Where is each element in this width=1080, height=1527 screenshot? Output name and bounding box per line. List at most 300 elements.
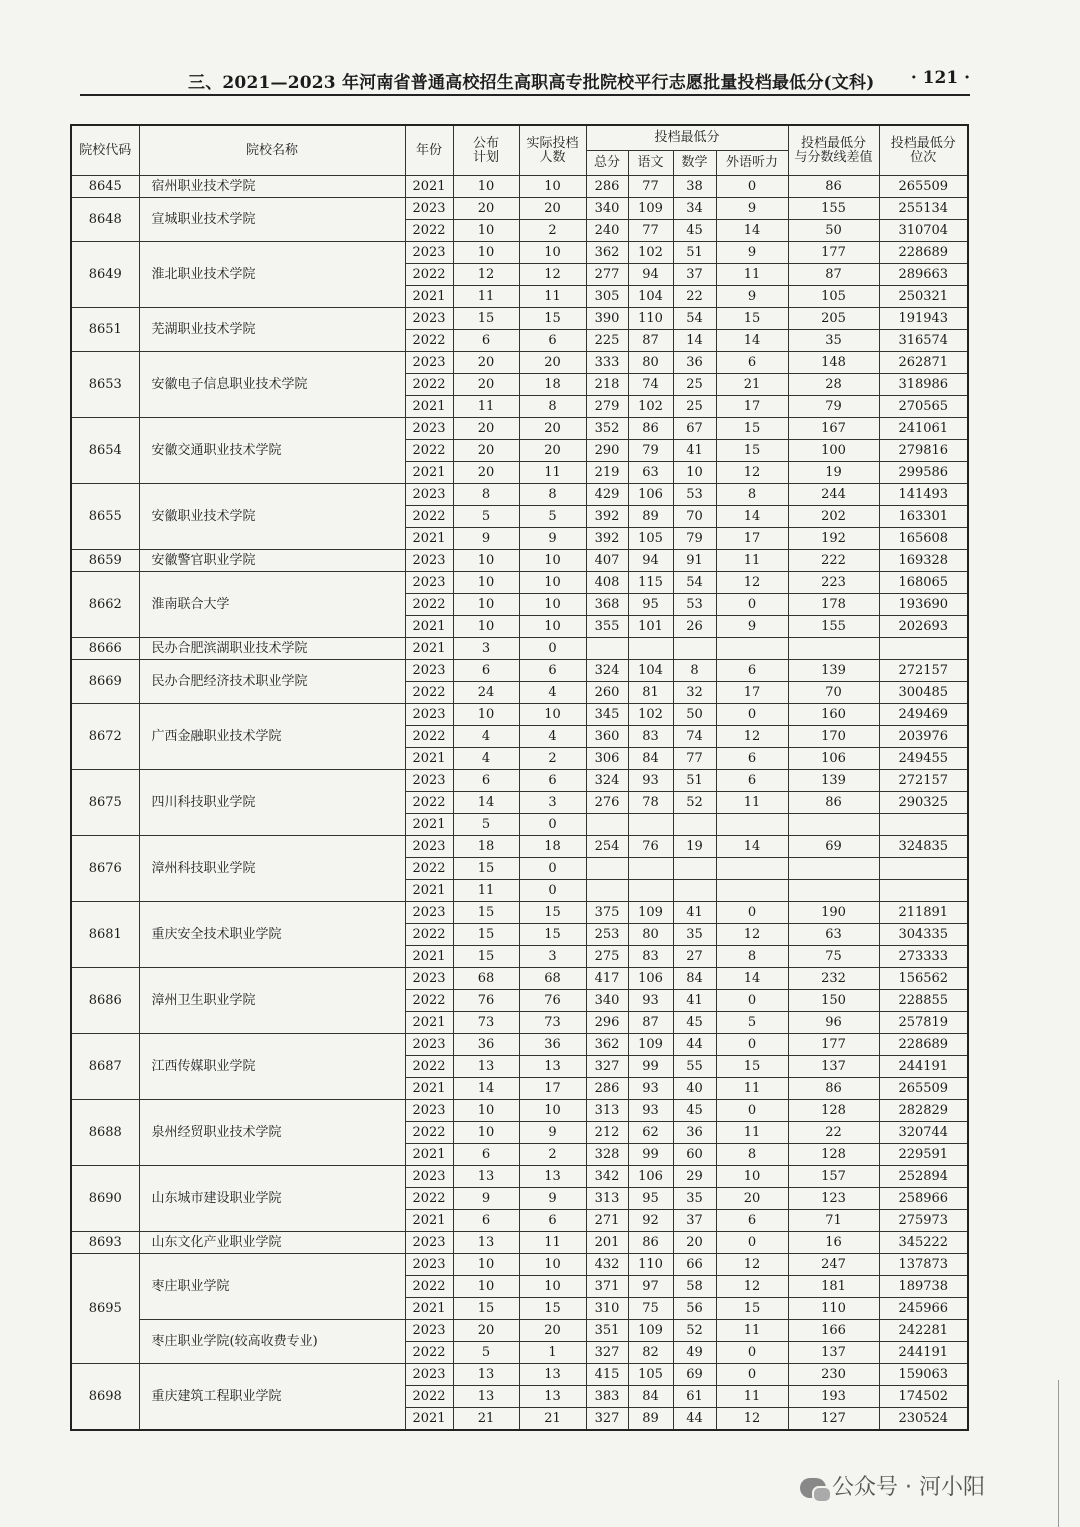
actual-cell: 20 xyxy=(519,440,586,462)
plan-cell: 6 xyxy=(453,770,519,792)
score-diff-cell: 50 xyxy=(788,220,879,242)
plan-cell: 8 xyxy=(453,484,519,506)
math-score-cell: 61 xyxy=(673,1386,716,1408)
math-score-cell: 40 xyxy=(673,1078,716,1100)
math-score-cell: 53 xyxy=(673,484,716,506)
actual-cell: 76 xyxy=(519,990,586,1012)
table-row xyxy=(71,1254,968,1276)
math-score-cell: 52 xyxy=(673,1320,716,1342)
table-row xyxy=(71,176,968,198)
year-cell: 2021 xyxy=(405,1144,453,1166)
score-diff-cell: 202 xyxy=(788,506,879,528)
plan-cell: 13 xyxy=(453,1056,519,1078)
school-code-cell: 8654 xyxy=(71,418,139,484)
total-score-cell: 328 xyxy=(586,1144,628,1166)
score-diff-cell xyxy=(788,638,879,660)
table-row xyxy=(71,352,968,374)
year-cell: 2022 xyxy=(405,506,453,528)
school-name-cell: 枣庄职业学院 xyxy=(139,1254,405,1320)
actual-cell: 18 xyxy=(519,836,586,858)
total-score-cell: 352 xyxy=(586,418,628,440)
school-code-cell: 8698 xyxy=(71,1364,139,1431)
year-cell: 2022 xyxy=(405,594,453,616)
school-name-cell: 江西传媒职业学院 xyxy=(139,1034,405,1100)
school-name-cell: 宿州职业技术学院 xyxy=(139,176,405,198)
col-plan-header xyxy=(453,125,519,176)
score-diff-cell: 178 xyxy=(788,594,879,616)
math-score-cell: 26 xyxy=(673,616,716,638)
table-body xyxy=(71,176,968,1431)
total-score-cell: 313 xyxy=(586,1100,628,1122)
total-score-cell: 277 xyxy=(586,264,628,286)
plan-cell: 15 xyxy=(453,308,519,330)
score-diff-cell: 123 xyxy=(788,1188,879,1210)
school-code-cell: 8659 xyxy=(71,550,139,572)
score-diff-cell: 96 xyxy=(788,1012,879,1034)
year-cell: 2023 xyxy=(405,1100,453,1122)
math-score-cell: 54 xyxy=(673,308,716,330)
score-diff-cell: 106 xyxy=(788,748,879,770)
actual-cell: 9 xyxy=(519,1122,586,1144)
total-score-cell: 327 xyxy=(586,1408,628,1431)
foreign-listening-cell xyxy=(716,638,788,660)
math-score-cell: 77 xyxy=(673,748,716,770)
chinese-score-cell: 63 xyxy=(628,462,673,484)
chinese-score-cell: 109 xyxy=(628,902,673,924)
year-cell: 2022 xyxy=(405,682,453,704)
total-score-cell: 276 xyxy=(586,792,628,814)
plan-cell: 18 xyxy=(453,836,519,858)
page-number: · 121 · xyxy=(910,68,970,88)
rank-cell: 165608 xyxy=(879,528,968,550)
foreign-listening-cell: 9 xyxy=(716,286,788,308)
math-score-cell: 27 xyxy=(673,946,716,968)
actual-cell: 11 xyxy=(519,286,586,308)
actual-cell: 4 xyxy=(519,726,586,748)
school-name-cell: 民办合肥经济技术职业学院 xyxy=(139,660,405,704)
chinese-score-cell: 77 xyxy=(628,220,673,242)
total-score-cell: 286 xyxy=(586,1078,628,1100)
foreign-listening-cell: 5 xyxy=(716,1012,788,1034)
chinese-score-cell: 104 xyxy=(628,660,673,682)
foreign-listening-cell: 14 xyxy=(716,968,788,990)
plan-cell: 10 xyxy=(453,220,519,242)
rank-cell: 229591 xyxy=(879,1144,968,1166)
total-score-cell: 275 xyxy=(586,946,628,968)
foreign-listening-cell: 0 xyxy=(716,1342,788,1364)
table-row xyxy=(71,550,968,572)
rank-cell: 324835 xyxy=(879,836,968,858)
foreign-listening-cell: 0 xyxy=(716,704,788,726)
rank-cell: 241061 xyxy=(879,418,968,440)
math-score-cell: 66 xyxy=(673,1254,716,1276)
plan-cell: 4 xyxy=(453,726,519,748)
math-score-cell: 79 xyxy=(673,528,716,550)
actual-cell: 0 xyxy=(519,880,586,902)
chinese-score-cell: 80 xyxy=(628,924,673,946)
total-score-cell: 368 xyxy=(586,594,628,616)
actual-cell: 10 xyxy=(519,1254,586,1276)
chinese-score-cell: 105 xyxy=(628,528,673,550)
total-score-cell: 333 xyxy=(586,352,628,374)
foreign-listening-cell: 15 xyxy=(716,440,788,462)
foreign-listening-cell: 12 xyxy=(716,1408,788,1431)
math-score-cell: 52 xyxy=(673,792,716,814)
chinese-score-cell: 86 xyxy=(628,1232,673,1254)
plan-cell: 10 xyxy=(453,550,519,572)
rank-cell: 242281 xyxy=(879,1320,968,1342)
school-code-cell: 8695 xyxy=(71,1254,139,1364)
school-name-cell: 安徽警官职业学院 xyxy=(139,550,405,572)
chinese-score-cell xyxy=(628,880,673,902)
rank-cell: 273333 xyxy=(879,946,968,968)
actual-cell: 6 xyxy=(519,1210,586,1232)
table-row xyxy=(71,198,968,220)
math-score-cell: 35 xyxy=(673,924,716,946)
chinese-score-cell: 93 xyxy=(628,1078,673,1100)
total-score-cell: 375 xyxy=(586,902,628,924)
foreign-listening-cell: 17 xyxy=(716,682,788,704)
foreign-listening-cell: 11 xyxy=(716,1122,788,1144)
total-score-cell: 313 xyxy=(586,1188,628,1210)
chinese-score-cell: 93 xyxy=(628,990,673,1012)
actual-cell: 6 xyxy=(519,770,586,792)
foreign-listening-cell: 0 xyxy=(716,1232,788,1254)
year-cell: 2023 xyxy=(405,1254,453,1276)
school-code-cell: 8672 xyxy=(71,704,139,770)
chinese-score-cell: 109 xyxy=(628,198,673,220)
score-diff-cell: 79 xyxy=(788,396,879,418)
year-cell: 2021 xyxy=(405,1408,453,1431)
chinese-score-cell: 87 xyxy=(628,1012,673,1034)
foreign-listening-cell: 12 xyxy=(716,726,788,748)
foreign-listening-cell xyxy=(716,880,788,902)
year-cell: 2022 xyxy=(405,792,453,814)
plan-cell: 10 xyxy=(453,572,519,594)
plan-cell: 76 xyxy=(453,990,519,1012)
math-score-cell: 37 xyxy=(673,264,716,286)
math-score-cell: 25 xyxy=(673,374,716,396)
total-score-cell: 219 xyxy=(586,462,628,484)
chinese-score-cell: 86 xyxy=(628,418,673,440)
rank-cell: 189738 xyxy=(879,1276,968,1298)
foreign-listening-cell: 12 xyxy=(716,572,788,594)
rank-cell: 249455 xyxy=(879,748,968,770)
plan-cell: 24 xyxy=(453,682,519,704)
year-cell: 2022 xyxy=(405,1342,453,1364)
chinese-score-cell: 105 xyxy=(628,1364,673,1386)
year-cell: 2023 xyxy=(405,1034,453,1056)
score-diff-cell: 192 xyxy=(788,528,879,550)
math-score-cell: 44 xyxy=(673,1408,716,1431)
foreign-listening-cell: 15 xyxy=(716,1298,788,1320)
chinese-score-cell xyxy=(628,858,673,880)
actual-cell: 10 xyxy=(519,572,586,594)
actual-cell: 10 xyxy=(519,616,586,638)
foreign-listening-cell: 0 xyxy=(716,1034,788,1056)
total-score-cell: 296 xyxy=(586,1012,628,1034)
plan-cell: 13 xyxy=(453,1232,519,1254)
math-score-cell: 69 xyxy=(673,1364,716,1386)
year-cell: 2021 xyxy=(405,1210,453,1232)
chinese-score-cell: 81 xyxy=(628,682,673,704)
plan-cell: 14 xyxy=(453,792,519,814)
foreign-listening-cell: 8 xyxy=(716,1144,788,1166)
math-score-cell: 49 xyxy=(673,1342,716,1364)
total-score-cell: 212 xyxy=(586,1122,628,1144)
score-diff-cell: 139 xyxy=(788,770,879,792)
year-cell: 2021 xyxy=(405,880,453,902)
plan-cell: 11 xyxy=(453,880,519,902)
rank-cell: 202693 xyxy=(879,616,968,638)
rank-cell: 310704 xyxy=(879,220,968,242)
year-cell: 2022 xyxy=(405,1056,453,1078)
total-score-cell: 415 xyxy=(586,1364,628,1386)
actual-cell: 0 xyxy=(519,814,586,836)
rank-cell: 163301 xyxy=(879,506,968,528)
rank-cell: 299586 xyxy=(879,462,968,484)
score-diff-cell: 128 xyxy=(788,1144,879,1166)
rank-cell: 156562 xyxy=(879,968,968,990)
math-score-cell: 50 xyxy=(673,704,716,726)
actual-cell: 20 xyxy=(519,418,586,440)
rank-cell: 265509 xyxy=(879,176,968,198)
year-cell: 2021 xyxy=(405,748,453,770)
actual-cell: 13 xyxy=(519,1364,586,1386)
foreign-listening-cell: 0 xyxy=(716,902,788,924)
score-diff-cell: 137 xyxy=(788,1342,879,1364)
score-diff-cell: 155 xyxy=(788,616,879,638)
score-diff-cell: 137 xyxy=(788,1056,879,1078)
total-score-cell: 355 xyxy=(586,616,628,638)
score-diff-cell: 244 xyxy=(788,484,879,506)
rank-cell: 168065 xyxy=(879,572,968,594)
score-diff-cell: 232 xyxy=(788,968,879,990)
plan-cell: 36 xyxy=(453,1034,519,1056)
total-score-cell: 408 xyxy=(586,572,628,594)
math-score-cell: 22 xyxy=(673,286,716,308)
year-cell: 2022 xyxy=(405,1188,453,1210)
school-name-cell: 重庆建筑工程职业学院 xyxy=(139,1364,405,1431)
total-score-cell: 351 xyxy=(586,1320,628,1342)
foreign-listening-cell: 6 xyxy=(716,770,788,792)
rank-cell xyxy=(879,638,968,660)
year-cell: 2022 xyxy=(405,220,453,242)
actual-cell: 3 xyxy=(519,792,586,814)
chinese-score-cell: 109 xyxy=(628,1034,673,1056)
actual-cell: 15 xyxy=(519,1298,586,1320)
chinese-score-cell: 102 xyxy=(628,396,673,418)
rank-cell: 282829 xyxy=(879,1100,968,1122)
actual-cell: 13 xyxy=(519,1056,586,1078)
col-name-header: 院校名称 xyxy=(139,125,405,176)
foreign-listening-cell: 8 xyxy=(716,484,788,506)
total-score-cell: 218 xyxy=(586,374,628,396)
math-score-cell: 84 xyxy=(673,968,716,990)
plan-cell: 20 xyxy=(453,1320,519,1342)
actual-cell: 68 xyxy=(519,968,586,990)
actual-cell: 0 xyxy=(519,638,586,660)
rank-cell: 257819 xyxy=(879,1012,968,1034)
table-row xyxy=(71,770,968,792)
school-code-cell: 8662 xyxy=(71,572,139,638)
school-code-cell: 8687 xyxy=(71,1034,139,1100)
year-cell: 2022 xyxy=(405,1122,453,1144)
col-math-header: 数学 xyxy=(673,151,716,176)
score-diff-cell: 193 xyxy=(788,1386,879,1408)
score-diff-cell: 190 xyxy=(788,902,879,924)
actual-cell: 2 xyxy=(519,220,586,242)
score-diff-cell: 19 xyxy=(788,462,879,484)
foreign-listening-cell: 12 xyxy=(716,462,788,484)
plan-cell: 12 xyxy=(453,264,519,286)
foreign-listening-cell: 14 xyxy=(716,836,788,858)
actual-cell: 20 xyxy=(519,198,586,220)
chinese-score-cell: 77 xyxy=(628,176,673,198)
foreign-listening-cell: 20 xyxy=(716,1188,788,1210)
foreign-listening-cell xyxy=(716,858,788,880)
total-score-cell xyxy=(586,858,628,880)
rank-cell: 174502 xyxy=(879,1386,968,1408)
chinese-score-cell: 78 xyxy=(628,792,673,814)
rank-cell xyxy=(879,814,968,836)
year-cell: 2023 xyxy=(405,770,453,792)
score-diff-cell: 100 xyxy=(788,440,879,462)
chinese-score-cell: 101 xyxy=(628,616,673,638)
math-score-cell: 60 xyxy=(673,1144,716,1166)
plan-cell: 5 xyxy=(453,814,519,836)
math-score-cell: 56 xyxy=(673,1298,716,1320)
plan-cell: 10 xyxy=(453,242,519,264)
math-score-cell: 67 xyxy=(673,418,716,440)
page-edge-line xyxy=(1058,1380,1059,1527)
foreign-listening-cell: 6 xyxy=(716,352,788,374)
actual-cell: 10 xyxy=(519,550,586,572)
rank-cell: 272157 xyxy=(879,770,968,792)
actual-cell: 10 xyxy=(519,1100,586,1122)
math-score-cell: 37 xyxy=(673,1210,716,1232)
year-cell: 2023 xyxy=(405,836,453,858)
page-title: 三、2021—2023 年河南省普通高校招生高职高专批院校平行志愿批量投档最低分(文科) xyxy=(188,73,875,93)
year-cell: 2023 xyxy=(405,418,453,440)
score-diff-cell: 177 xyxy=(788,1034,879,1056)
math-score-cell xyxy=(673,880,716,902)
chinese-score-cell: 94 xyxy=(628,264,673,286)
chinese-score-cell xyxy=(628,814,673,836)
score-diff-cell: 86 xyxy=(788,1078,879,1100)
total-score-cell xyxy=(586,638,628,660)
year-cell: 2023 xyxy=(405,352,453,374)
year-cell: 2023 xyxy=(405,1320,453,1342)
chinese-score-cell: 102 xyxy=(628,242,673,264)
math-score-cell: 8 xyxy=(673,660,716,682)
school-code-cell: 8648 xyxy=(71,198,139,242)
plan-cell: 68 xyxy=(453,968,519,990)
year-cell: 2023 xyxy=(405,242,453,264)
score-diff-cell: 150 xyxy=(788,990,879,1012)
chinese-score-cell: 106 xyxy=(628,484,673,506)
plan-cell: 15 xyxy=(453,946,519,968)
watermark-footer xyxy=(800,1470,1060,1500)
score-diff-cell xyxy=(788,880,879,902)
score-diff-cell: 70 xyxy=(788,682,879,704)
foreign-listening-cell: 11 xyxy=(716,550,788,572)
year-cell: 2023 xyxy=(405,1166,453,1188)
plan-cell: 10 xyxy=(453,616,519,638)
school-name-cell: 重庆安全技术职业学院 xyxy=(139,902,405,968)
table-row xyxy=(71,1100,968,1122)
total-score-cell: 383 xyxy=(586,1386,628,1408)
school-name-cell: 安徽职业技术学院 xyxy=(139,484,405,550)
score-diff-cell: 28 xyxy=(788,374,879,396)
rank-cell: 244191 xyxy=(879,1056,968,1078)
total-score-cell: 201 xyxy=(586,1232,628,1254)
school-name-cell: 民办合肥滨湖职业技术学院 xyxy=(139,638,405,660)
year-cell: 2021 xyxy=(405,286,453,308)
total-score-cell xyxy=(586,880,628,902)
math-score-cell xyxy=(673,814,716,836)
total-score-cell: 360 xyxy=(586,726,628,748)
table-row xyxy=(71,1364,968,1386)
score-diff-cell xyxy=(788,858,879,880)
total-score-cell: 306 xyxy=(586,748,628,770)
rank-cell: 252894 xyxy=(879,1166,968,1188)
math-score-cell: 35 xyxy=(673,1188,716,1210)
rank-cell: 304335 xyxy=(879,924,968,946)
total-score-cell: 407 xyxy=(586,550,628,572)
chinese-score-cell: 76 xyxy=(628,836,673,858)
table-row xyxy=(71,968,968,990)
rank-cell: 262871 xyxy=(879,352,968,374)
actual-cell: 15 xyxy=(519,924,586,946)
year-cell: 2021 xyxy=(405,1078,453,1100)
total-score-cell: 225 xyxy=(586,330,628,352)
plan-cell: 14 xyxy=(453,1078,519,1100)
actual-cell: 0 xyxy=(519,858,586,880)
col-total-header: 总分 xyxy=(586,151,628,176)
plan-cell: 20 xyxy=(453,198,519,220)
score-diff-cell: 222 xyxy=(788,550,879,572)
foreign-listening-cell: 6 xyxy=(716,1210,788,1232)
actual-cell: 8 xyxy=(519,396,586,418)
school-code-cell: 8688 xyxy=(71,1100,139,1166)
math-score-cell: 32 xyxy=(673,682,716,704)
score-diff-cell: 166 xyxy=(788,1320,879,1342)
actual-cell: 10 xyxy=(519,594,586,616)
table-row xyxy=(71,418,968,440)
rank-cell: 290325 xyxy=(879,792,968,814)
chinese-score-cell: 106 xyxy=(628,1166,673,1188)
actual-cell: 15 xyxy=(519,308,586,330)
rank-cell xyxy=(879,880,968,902)
foreign-listening-cell: 17 xyxy=(716,528,788,550)
score-diff-cell: 75 xyxy=(788,946,879,968)
school-name-cell: 山东文化产业职业学院 xyxy=(139,1232,405,1254)
plan-cell: 13 xyxy=(453,1386,519,1408)
total-score-cell: 324 xyxy=(586,660,628,682)
plan-cell: 21 xyxy=(453,1408,519,1431)
score-diff-cell: 205 xyxy=(788,308,879,330)
math-score-cell: 53 xyxy=(673,594,716,616)
actual-cell: 2 xyxy=(519,1144,586,1166)
score-diff-cell: 63 xyxy=(788,924,879,946)
year-cell: 2021 xyxy=(405,814,453,836)
plan-cell: 15 xyxy=(453,1298,519,1320)
chinese-score-cell: 110 xyxy=(628,308,673,330)
school-name-cell: 枣庄职业学院(较高收费专业) xyxy=(139,1320,405,1364)
total-score-cell: 290 xyxy=(586,440,628,462)
chinese-score-cell: 83 xyxy=(628,726,673,748)
